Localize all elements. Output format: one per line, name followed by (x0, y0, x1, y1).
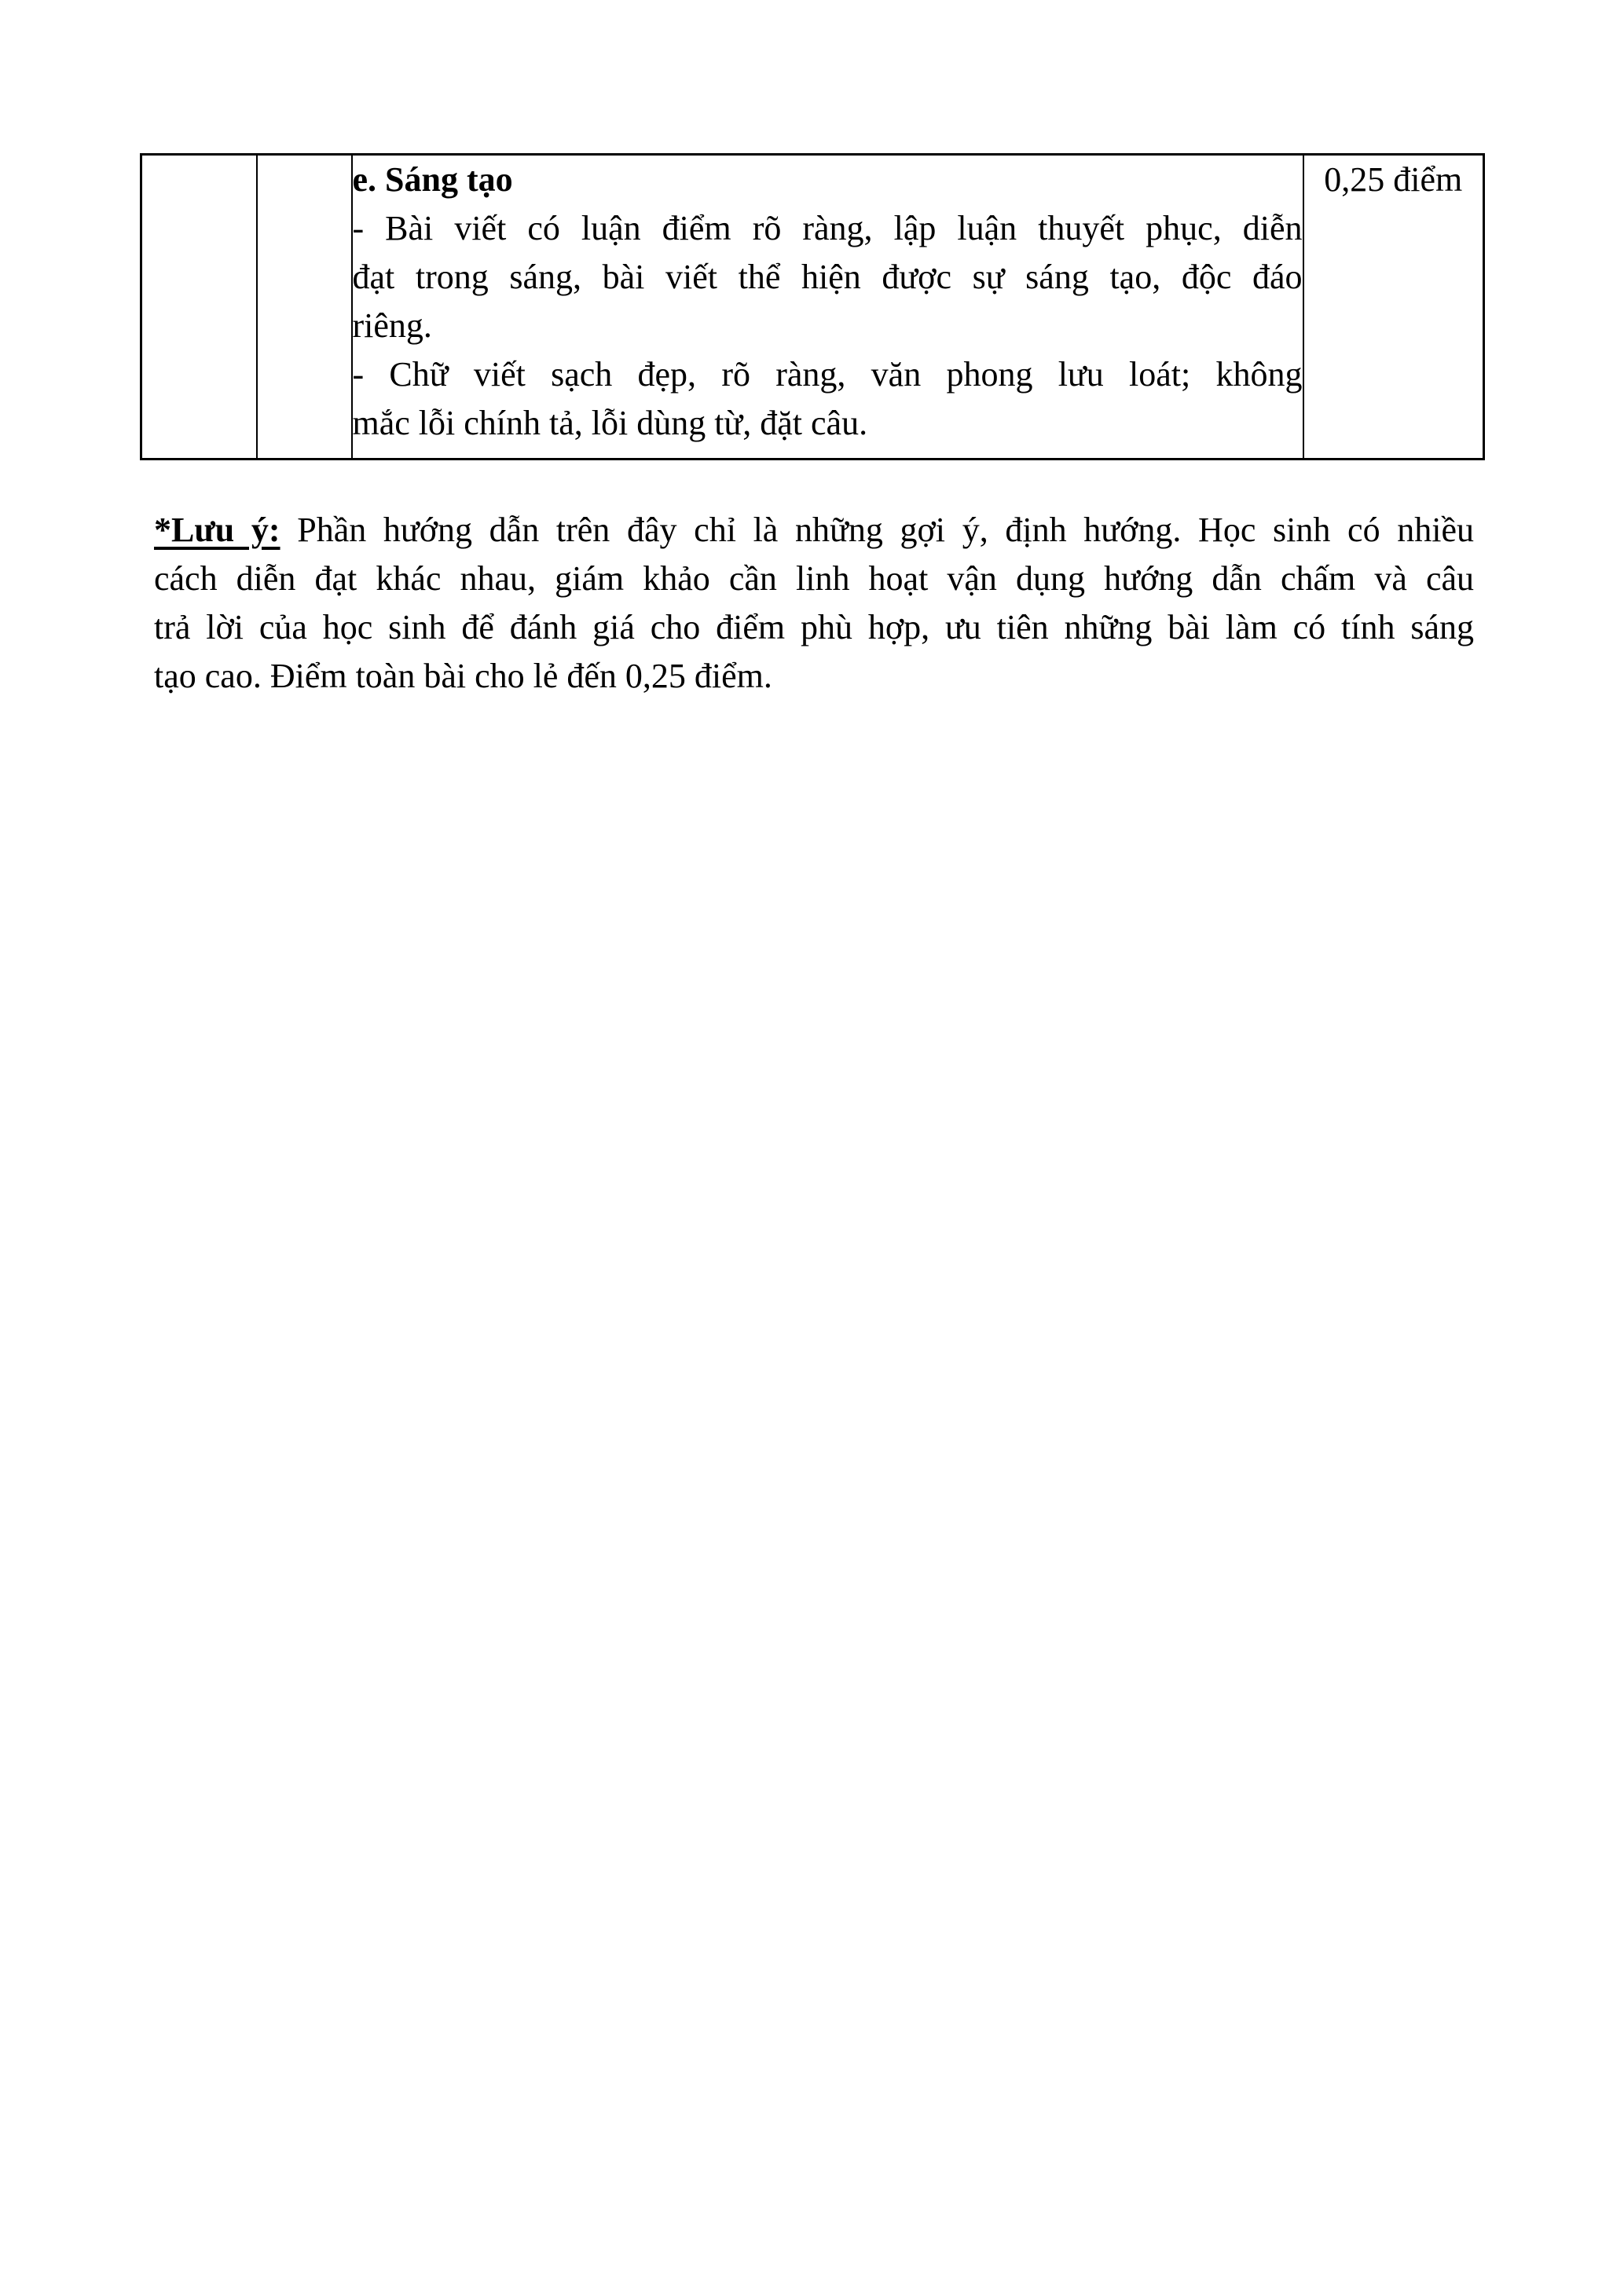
note-line: cách diễn đạt khác nhau, giám khảo cần linh hoạt vận dụng hướng dẫn chấm và câu (154, 559, 1474, 598)
table-row (141, 155, 1484, 460)
note-line: trả lời của học sinh để đánh giá cho điểm phù hợp, ưu tiên những bài làm có tính sáng (154, 608, 1474, 646)
grading-note (154, 506, 1474, 701)
criteria-line: mắc lỗi chính tả, lỗi dùng từ, đặt câu. (352, 404, 868, 442)
criteria-line: đạt trong sáng, bài viết thể hiện được sự sáng tạo, độc đáo (352, 258, 1303, 296)
criteria-line: - Chữ viết sạch đẹp, rõ ràng, văn phong lưu loát; không (352, 355, 1303, 394)
empty-cell-middle (257, 155, 352, 460)
note-line-rest: Phần hướng dẫn trên đây chỉ là những gợi ý, định hướng. Học sinh có nhiều (297, 511, 1474, 549)
note-line: tạo cao. Điểm toàn bài cho lẻ đến 0,25 điểm. (154, 657, 772, 695)
rubric-table (140, 153, 1485, 460)
criteria-heading: e. Sáng tạo (352, 160, 513, 199)
note-label: *Lưu ý: (154, 511, 280, 549)
criteria-line: riêng. (352, 306, 432, 345)
criteria-cell (352, 155, 1303, 460)
note-line (154, 506, 1474, 555)
empty-cell-left (141, 155, 257, 460)
criteria-line: - Bài viết có luận điểm rõ ràng, lập luận thuyết phục, diễn (352, 209, 1303, 247)
score-cell (1303, 155, 1484, 460)
score-value: 0,25 điểm (1324, 160, 1463, 199)
